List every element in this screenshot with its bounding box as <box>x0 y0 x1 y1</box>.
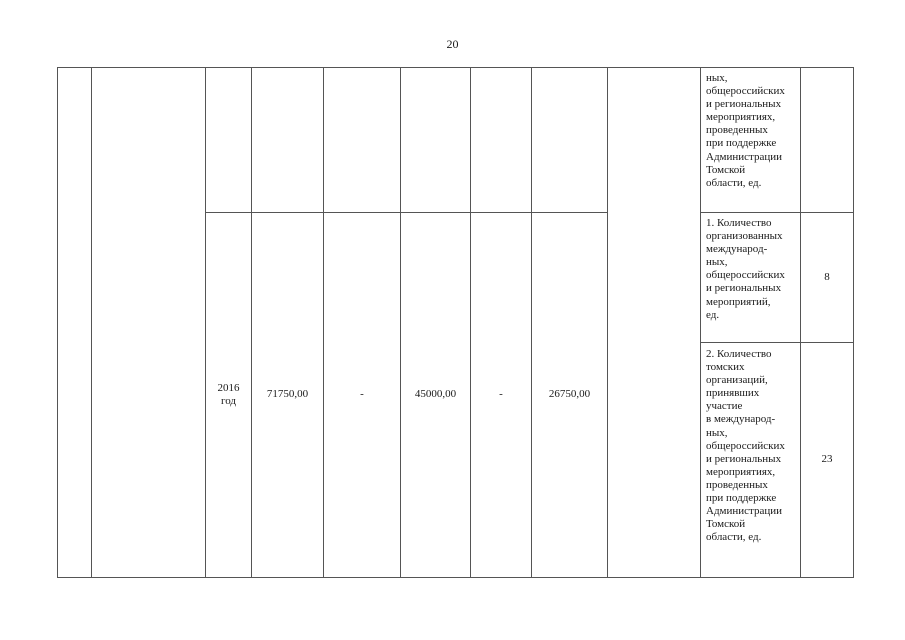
cell-other-continued <box>532 68 608 213</box>
indicator-1-value: 8 <box>801 213 854 343</box>
cell-year-continued <box>206 68 252 213</box>
cell-total: 71750,00 <box>252 213 324 578</box>
indicator-text-continued: ных, общероссийских и региональных мероприятиях, проведенных при поддержке Администрации Томской области, ед. <box>701 68 801 213</box>
cell-executor <box>608 68 701 578</box>
indicator-2-text: 2. Количество томских организаций, принявших участие в международ- ных, общероссийских и региональных мероприятиях, проведенных при поддержке Администрации Томской области, ед. <box>701 343 801 578</box>
cell-regional-continued <box>401 68 471 213</box>
cell-total-continued <box>252 68 324 213</box>
cell-local: - <box>471 213 532 578</box>
indicator-2-value: 23 <box>801 343 854 578</box>
indicator-value-continued <box>801 68 854 213</box>
indicator-1-text: 1. Количество организованных международ- ных, общероссийских и региональных мероприятий, ед. <box>701 213 801 343</box>
cell-federal-continued <box>324 68 401 213</box>
cell-federal: - <box>324 213 401 578</box>
table-row-continued <box>58 68 854 213</box>
cell-regional: 45000,00 <box>401 213 471 578</box>
cell-task-name <box>92 68 206 578</box>
budget-table <box>57 67 854 578</box>
cell-number <box>58 68 92 578</box>
cell-local-continued <box>471 68 532 213</box>
page-number: 20 <box>446 37 459 51</box>
cell-year: 2016 год <box>206 213 252 578</box>
cell-other: 26750,00 <box>532 213 608 578</box>
